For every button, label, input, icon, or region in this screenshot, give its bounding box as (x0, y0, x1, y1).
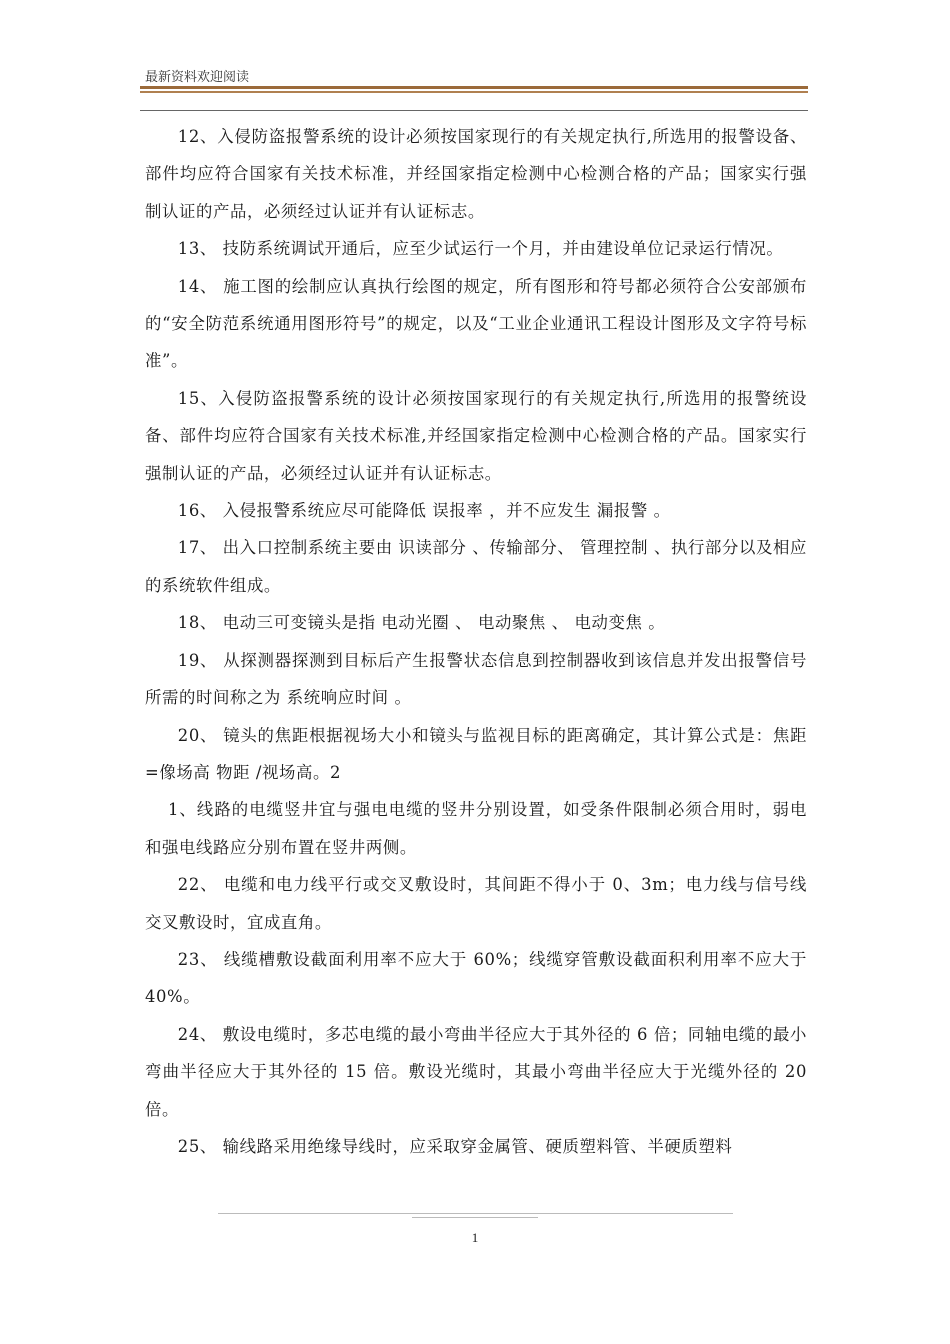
running-header: 最新资料欢迎阅读 (145, 70, 250, 85)
paragraph-19: 19、 从探测器探测到目标后产生报警状态信息到控制器收到该信息并发出报警信号所需的时间称之为 系统响应时间 。 (145, 650, 807, 708)
paragraph-12: 12、入侵防盗报警系统的设计必须按国家现行的有关规定执行,所选用的报警设备、部件均应符合国家有关技术标准，并经国家指定检测中心检测合格的产品；国家实行强制认证的产品，必须经过认证并有认证标志。 (145, 127, 807, 221)
paragraph-23: 23、 线缆槽敷设截面利用率不应大于 60%；线缆穿管敷设截面积利用率不应大于 40%。 (145, 949, 813, 1007)
document-body (145, 118, 813, 1165)
header-rule-thick (140, 86, 808, 89)
page-number: 1 (471, 1230, 479, 1245)
footer-rule-short (412, 1217, 538, 1218)
paragraph-18: 18、 电动三可变镜头是指 电动光圈 、 电动聚焦 、 电动变焦 。 (177, 613, 666, 633)
paragraph-13: 13、 技防系统调试开通后，应至少试运行一个月，并由建设单位记录运行情况。 (177, 239, 784, 259)
paragraph-22: 22、 电缆和电力线平行或交叉敷设时，其间距不得小于 0、3m；电力线与信号线交叉敷设时，宜成直角。 (145, 875, 807, 932)
paragraph-15: 15、入侵防盗报警系统的设计必须按国家现行的有关规定执行,所选用的报警统设备、部件均应符合国家有关技术标准,并经国家指定检测中心检测合格的产品。国家实行强制认证的产品，必须经过认证并有认证标志。 (145, 388, 807, 483)
paragraph-14: 14、 施工图的绘制应认真执行绘图的规定，所有图形和符号都必须符合公安部颁布的“安全防范系统通用图形符号”的规定，以及“工业企业通讯工程设计图形及文字符号标准”。 (145, 276, 807, 371)
footer-rule (218, 1213, 733, 1214)
header-rule-mid (140, 91, 808, 93)
paragraph-25: 25、 输线路采用绝缘导线时，应采取穿金属管、硬质塑料管、半硬质塑料 (177, 1136, 733, 1156)
paragraph-16: 16、 入侵报警系统应尽可能降低 误报率 ，并不应发生 漏报警 。 (177, 501, 671, 521)
paragraph-20: 20、 镜头的焦距根据视场大小和镜头与监视目标的距离确定，其计算公式是：焦距=像场高 物距 /视场高。2 (145, 725, 807, 782)
header-rule-thin (140, 110, 808, 111)
paragraph-21: 1、线路的电缆竖井宜与强电电缆的竖井分别设置，如受条件限制必须合用时，弱电和强电线路应分别布置在竖井两侧。 (145, 800, 807, 857)
paragraph-17: 17、 出入口控制系统主要由 识读部分 、传输部分、 管理控制 、执行部分以及相应的系统软件组成。 (145, 538, 807, 595)
paragraph-24: 24、 敷设电缆时，多芯电缆的最小弯曲半径应大于其外径的 6 倍；同轴电缆的最小弯曲半径应大于其外径的 15 倍。敷设光缆时，其最小弯曲半径应大于光缆外径的 20 倍。 (145, 1024, 813, 1119)
